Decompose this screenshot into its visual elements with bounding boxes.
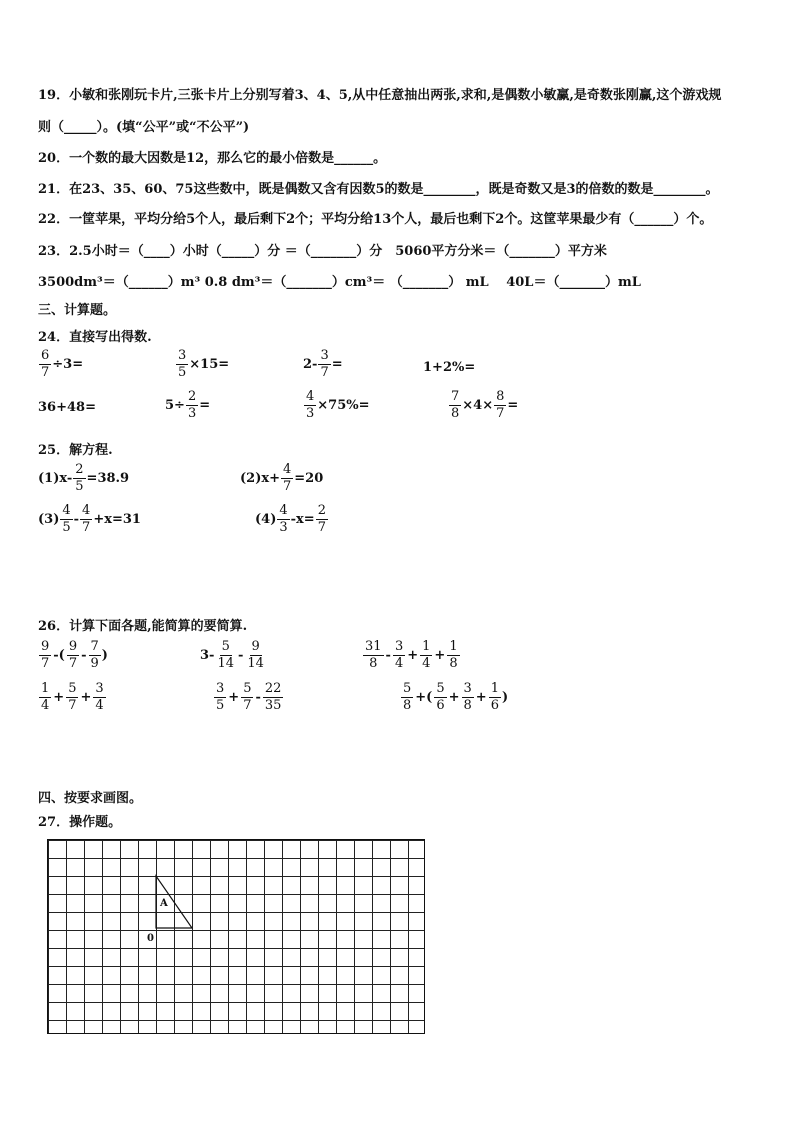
q22: 22．一筐苹果，平均分给5个人，最后剩下2个；平均分给13个人，最后也剩下2个。这筐苹果最少有（______）个。 <box>38 212 713 227</box>
q24-e4: 1+2%= <box>423 360 476 375</box>
q23-line1: 23．2.5小时＝（____）小时（_____）分 ＝（_______）分 5060平方分米＝（_______）平方米 <box>38 244 607 259</box>
drawing-grid <box>47 839 425 1034</box>
q27-title: 27．操作题。 <box>38 815 122 830</box>
q19-line1: 19．小敏和张刚玩卡片,三张卡片上分别写着3、4、5,从中任意抽出两张,求和,是偶数小敏赢,是奇数张刚赢,这个游戏规 <box>38 88 722 103</box>
q24-e7: $\frac{4}{3}$ ×75%= <box>306 389 370 421</box>
q26-title: 26．计算下面各题,能简算的要简算. <box>38 619 248 634</box>
label-a: A <box>160 898 168 909</box>
q24-e3: 2- $\frac{3}{7}$ = <box>303 348 343 380</box>
q26-e6: $\frac{5}{8}$ +( $\frac{5}{6}$ + $\frac{3}{8}$ + $\frac{1}{6}$ ) <box>403 681 509 713</box>
section3-heading: 三、计算题。 <box>38 303 117 318</box>
section4-heading: 四、按要求画图。 <box>38 791 143 806</box>
q25-e1: (1)x- $\frac{2}{5}$ =38.9 <box>38 462 130 494</box>
label-origin: 0 <box>147 933 154 944</box>
q20: 20．一个数的最大因数是12，那么它的最小倍数是______。 <box>38 151 387 166</box>
q25-title: 25．解方程. <box>38 443 113 458</box>
q24-e6: 5÷ $\frac{2}{3}$ = <box>165 389 211 421</box>
q24-e1: $\frac{6}{7}$ ÷3= <box>41 348 84 380</box>
q26-e4: $\frac{1}{4}$ + $\frac{5}{7}$ + $\frac{3}{4}$ <box>41 681 104 713</box>
q24-e2: $\frac{3}{5}$ ×15= <box>178 348 230 380</box>
q24-e5: 36+48= <box>38 400 96 415</box>
q19-line2: 则（_____）。(填“公平”或“不公平”) <box>38 120 250 135</box>
q24-e8: $\frac{7}{8}$ ×4× $\frac{8}{7}$ = <box>451 389 519 421</box>
triangle-a <box>48 840 426 1035</box>
q21: 21．在23、35、60、75这些数中，既是偶数又含有因数5的数是________，既是奇数又是3的倍数的数是________。 <box>38 182 719 197</box>
q25-e2: (2)x+ $\frac{4}{7}$ =20 <box>240 462 324 494</box>
q26-e1: $\frac{9}{7}$ -( $\frac{9}{7}$ - $\frac{7}{9}$ ) <box>41 639 108 671</box>
q23-line2: 3500dm³＝（______）m³ 0.8 dm³＝（_______）cm³＝ （_______） mL 40L＝（_______）mL <box>38 275 641 290</box>
q24-title: 24．直接写出得数. <box>38 330 152 345</box>
q26-e5: $\frac{3}{5}$ + $\frac{5}{7}$ - $\frac{22}{35}$ <box>216 681 282 713</box>
q26-e2: 3- $\frac{5}{14}$ - $\frac{9}{14}$ <box>200 639 264 671</box>
q25-e4: (4) $\frac{4}{3}$ -x= $\frac{2}{7}$ <box>255 503 326 535</box>
q25-e3: (3) $\frac{4}{5}$ - $\frac{4}{7}$ +x=31 <box>38 503 141 535</box>
q26-e3: $\frac{31}{8}$ - $\frac{3}{4}$ + $\frac{1}{4}$ + $\frac{1}{8}$ <box>365 639 458 671</box>
